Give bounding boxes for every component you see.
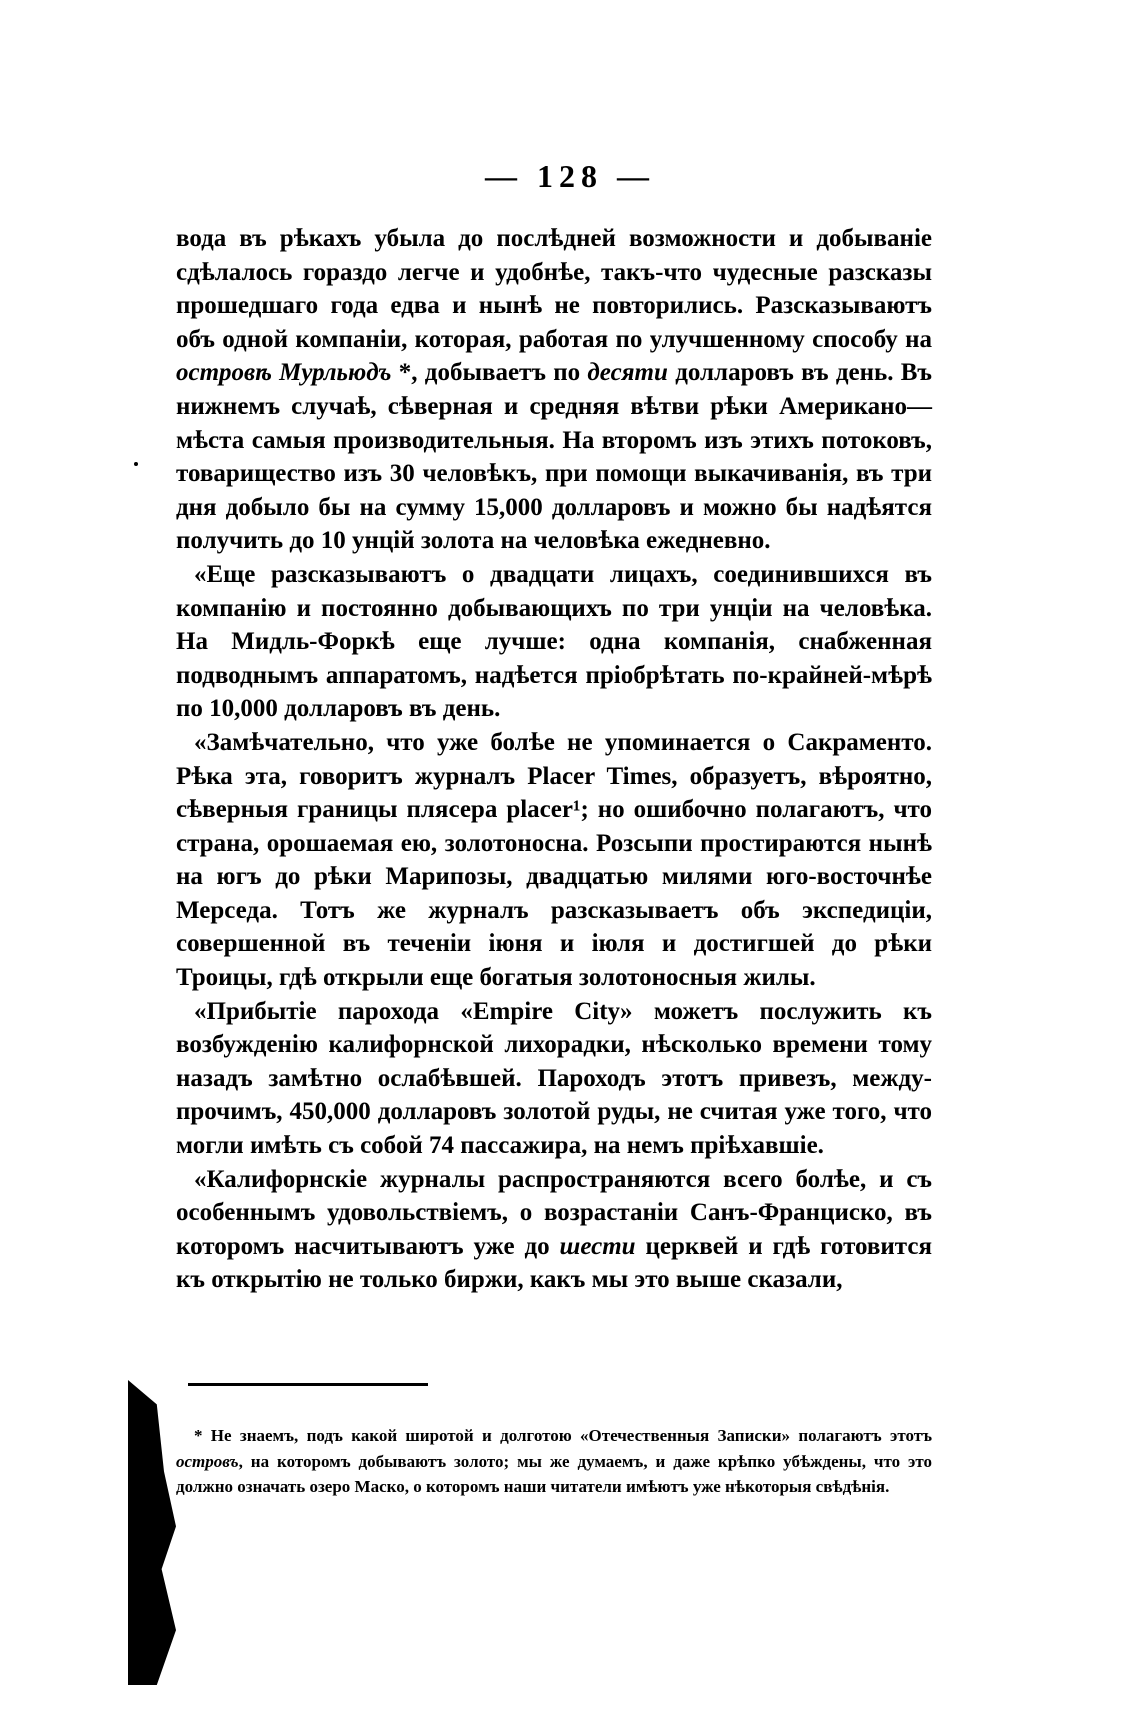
footnote-italic: островъ <box>176 1451 239 1471</box>
paragraph-1-text-after: *, добываетъ по <box>391 359 588 387</box>
paragraph-5-italic: шести <box>559 1232 636 1260</box>
footnote-paragraph <box>176 1423 932 1500</box>
paragraph-1 <box>176 222 932 558</box>
paragraph-3: «Замѣчательно, что уже болѣе не упоминается о Сакраменто. Рѣка эта, говоритъ журналъ Placer Times, образуетъ, вѣроятно, сѣверныя границы плясера placer¹; но ошибочно полагаютъ, что страна, орошаемая ею, золотоносна. Розсыпи простираются нынѣ на югъ до рѣки Марипозы, двадцатью милями юго-восточнѣе Мерседа. Тотъ же журналъ разсказываетъ объ экспедиціи, совершенной въ теченіи іюня и іюля и достигшей до рѣки Троицы, гдѣ открыли еще богатыя золотоносныя жилы. <box>176 728 932 992</box>
paragraph-4: «Прибытіе парохода «Empire City» можетъ послужить къ возбужденію калифорнской лихорадки, нѣсколько времени тому назадъ замѣтно ослабѣвшей. Пароходъ этотъ привезъ, между-прочимъ, 450,000 долларовъ золотой руды, не считая уже того, что могли имѣть съ собой 74 пассажира, на немъ пріѣхавшіе. <box>176 997 932 1160</box>
paragraph-1-text-after-2: долларовъ въ день. Въ нижнемъ случаѣ, сѣверная и средняя вѣтви рѣки Американо—мѣста самыя производительныя. На второмъ изъ этихъ потоковъ, товарищество изъ 30 человѣкъ, при помощи выкачиванія, въ три дня добыло бы на сумму 15,000 долларовъ и можно бы надѣятся получить до 10 унцій золота на человѣка ежедневно. <box>176 359 932 555</box>
paragraph-5-text: «Калифорнскіе журналы распространяются всего болѣе, и съ особеннымъ удовольствіемъ, о возрастаніи Санъ-Франциско, въ которомъ насчитываютъ уже до <box>176 1165 932 1260</box>
page-number: — 128 — <box>485 158 655 194</box>
paragraph-2: «Еще разсказываютъ о двадцати лицахъ, соединившихся въ компанію и постоянно добывающихъ по три унціи на человѣка. На Мидль-Форкѣ еще лучше: одна компанія, снабженная подводнымъ аппаратомъ, надѣется пріобрѣтать по-крайней-мѣрѣ по 10,000 долларовъ въ день. <box>176 560 932 723</box>
paragraph-5 <box>176 1163 932 1297</box>
paragraph-1-text: вода въ рѣкахъ убыла до послѣдней возможности и добываніе сдѣлалось гораздо легче и удобнѣе, такъ-что чудесные разсказы прошедшаго года едва и нынѣ не повторились. Разсказываютъ объ одной компаніи, которая, работая по улучшенному способу на <box>176 225 932 353</box>
paragraph-5-text-after: церквей и гдѣ готовится къ открытію не только биржи, какъ мы это выше сказали, <box>176 1232 933 1294</box>
paragraph-1-italic: островѣ Мурльюдъ <box>176 359 392 387</box>
footnote <box>176 1423 932 1500</box>
scan-edge-shadow <box>128 1380 176 1685</box>
paragraph-1-italic-2: десяти <box>587 359 668 387</box>
footnote-divider <box>188 1383 428 1386</box>
footnote-text-after: , на которомъ добываютъ золото; мы же думаемъ, и даже крѣпко убѣждены, что это должно означать озеро Маско, о которомъ наши читатели имѣютъ уже нѣкоторыя свѣдѣнія. <box>176 1451 932 1497</box>
margin-speck <box>134 462 138 466</box>
footnote-text: * Не знаемъ, подъ какой широтой и долготою «Отечественныя Записки» полагаютъ этотъ <box>194 1426 932 1445</box>
main-text <box>176 222 932 1297</box>
